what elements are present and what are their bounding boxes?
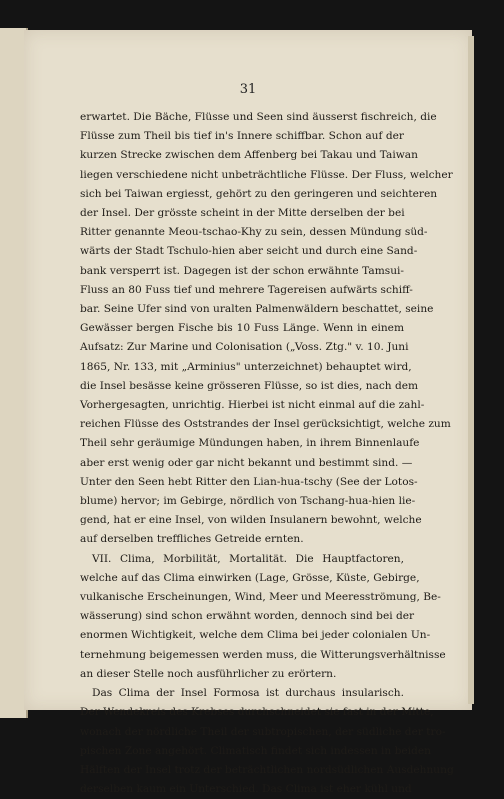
text-line: kurzen Strecke zwischen dem Affenberg bei Takau und Taiwan	[80, 149, 418, 162]
text-line: an dieser Stelle noch ausführlicher zu erörtern.	[80, 667, 337, 680]
text-line: blume) hervor; im Gebirge, nördlich von Tschang-hua-hien lie-	[80, 495, 416, 508]
text-line: wärts der Stadt Tschulo-hien aber seicht und durch eine Sand-	[80, 245, 418, 258]
page-edge	[468, 36, 474, 704]
text-line: enormen Wichtigkeit, welche dem Clima bei jeder colonialen Un-	[80, 629, 431, 642]
text-line: Hälften der Insel trotz der beträchtlichen nordsüdlichen Ausdehnung	[80, 763, 454, 776]
text-line: Flüsse zum Theil bis tief in's Innere schiffbar. Schon auf der	[80, 130, 404, 143]
text-line: liegen verschiedene nicht unbeträchtliche Flüsse. Der Fluss, welcher	[80, 168, 453, 181]
text-line: pischen Zone angehört. Climatisch findet sich indessen in beiden	[80, 744, 431, 757]
book-page	[24, 30, 472, 796]
text-line: aber erst wenig oder gar nicht bekannt und bestimmt sind. —	[80, 456, 413, 469]
text-line: Gewässer bergen Fische bis 10 Fuss Länge. Wenn in einem	[80, 322, 404, 335]
text-line: Das Clima der Insel Formosa ist durchaus insularisch.	[92, 687, 404, 700]
page-body-text	[80, 108, 454, 799]
text-line: Theil sehr geräumige Mündungen haben, in ihrem Binnenlaufe	[80, 437, 420, 450]
text-line: Fluss an 80 Fuss tief und mehrere Tagereisen aufwärts schiff-	[80, 283, 413, 296]
page-number: 31	[239, 82, 257, 97]
text-line: welche auf das Clima einwirken (Lage, Grösse, Küste, Gebirge,	[80, 571, 420, 584]
text-line: bar. Seine Ufer sind von uralten Palmenwäldern beschattet, seine	[80, 303, 434, 316]
text-line: auf derselben treffliches Getreide ernten.	[80, 533, 304, 546]
text-line: wonach der nördliche Theil der subtropischen, der südliche der tro-	[80, 725, 446, 738]
text-line: derselben kaum ein Unterschied. Das Clima ist eher kühl und	[80, 783, 412, 796]
text-line: der Insel. Der grösste scheint in der Mitte derselben der bei	[80, 207, 405, 220]
text-line: wässerung) sind schon erwähnt worden, dennoch sind bei der	[80, 610, 415, 623]
text-line: reichen Flüsse des Oststrandes der Insel gerücksichtigt, welche zum	[80, 418, 451, 431]
text-line: ternehmung beigemessen werden muss, die Witterungsverhältnisse	[80, 648, 446, 661]
text-line: Aufsatz: Zur Marine und Colonisation („Voss. Ztg." v. 10. Juni	[80, 341, 409, 354]
text-line: erwartet. Die Bäche, Flüsse und Seen sind äusserst fischreich, die	[80, 111, 437, 123]
text-line: die Insel besässe keine grösseren Flüsse, so ist dies, nach dem	[80, 379, 419, 392]
text-line: Unter den Seen hebt Ritter den Lian-hua-tschy (See der Lotos-	[80, 475, 418, 488]
text-line: Ritter genannte Meou-tschao-Khy zu sein, dessen Mündung süd-	[80, 226, 428, 239]
text-line: Vorhergesagten, unrichtig. Hierbei ist nicht einmal auf die zahl-	[80, 399, 425, 412]
text-line: bank versperrt ist. Dagegen ist der schon erwähnte Tamsui-	[80, 264, 404, 277]
text-line: Der Wendekreis des Krebses durchschneidet sie fast in der Mitte,	[80, 706, 434, 719]
text-line: gend, hat er eine Insel, von wilden Insulanern bewohnt, welche	[80, 514, 422, 527]
text-line: VII. Clima, Morbilität, Mortalität. Die Hauptfactoren,	[92, 552, 404, 565]
text-line: sich bei Taiwan ergiesst, gehört zu den geringeren und seichteren	[80, 187, 438, 200]
text-line: vulkanische Erscheinungen, Wind, Meer und Meeresströmung, Be-	[80, 591, 441, 604]
text-line: 1865, Nr. 133, mit „Arminius" unterzeichnet) behauptet wird,	[80, 360, 412, 373]
